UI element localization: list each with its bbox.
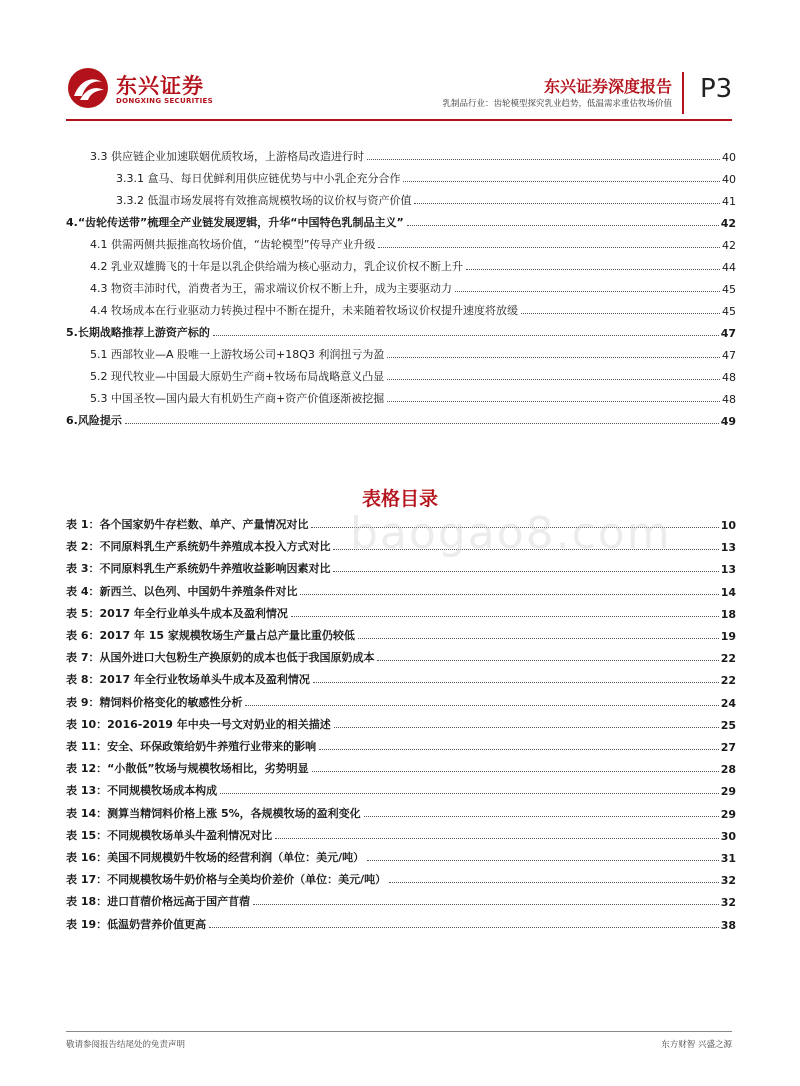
toc-entry-page: 40 (722, 173, 736, 186)
toc-entry-label: 表 8：2017 年全行业牧场单头牛成本及盈利情况 (66, 673, 310, 687)
toc-entry[interactable] (90, 344, 736, 362)
logo-text-cn: 东兴证券 (116, 74, 204, 98)
toc-leader-dots (313, 681, 719, 683)
toc-entry-page: 45 (722, 305, 736, 318)
toc-entry-label: 表 9：精饲料价格变化的敏感性分析 (66, 695, 243, 709)
toc-entry-page: 14 (720, 585, 736, 599)
toc-entry[interactable] (90, 146, 736, 164)
toc-leader-dots (312, 770, 719, 772)
toc-leader-dots (125, 422, 719, 424)
toc-entry-label: 表 6：2017 年 15 家规模牧场生产量占总产量比重仍较低 (66, 629, 355, 642)
toc-entry-label: 表 12：“小散低”牧场与规模牧场相比，劣势明显 (66, 762, 309, 776)
toc-entry-page: 47 (720, 327, 736, 340)
toc-entry-page: 42 (720, 217, 736, 230)
toc-entry[interactable] (66, 692, 736, 710)
watermark: baogao8.com (350, 508, 672, 559)
toc-entry-page: 31 (720, 852, 736, 865)
toc-entry-label: 表 2：不同原料乳生产系统奶牛养殖成本投入方式对比 (66, 540, 331, 554)
toc-entry[interactable] (90, 278, 736, 296)
toc-entry-page: 10 (720, 519, 736, 532)
toc-entry[interactable] (66, 825, 736, 843)
toc-entry-label: 4.4 牧场成本在行业驱动力转换过程中不断在提升，未来随着牧场议价权提升速度将放缓 (90, 304, 518, 317)
toc-entry-page: 49 (720, 415, 736, 428)
toc-entry-label: 5.3 中国圣牧—国内最大有机奶生产商+资产价值逐渐被挖掘 (90, 392, 385, 405)
toc-leader-dots (403, 180, 720, 182)
toc-entry-label: 表 17：不同规模牧场牛奶价格与全美均价差价（单位：美元/吨） (66, 873, 387, 887)
toc-leader-dots (407, 224, 719, 226)
toc-entry-page: 48 (722, 371, 736, 384)
toc-entry[interactable] (66, 212, 736, 230)
toc-entry-page: 22 (720, 674, 736, 688)
toc-entry-page: 42 (722, 239, 736, 252)
toc-leader-dots (367, 158, 720, 160)
toc-entry[interactable] (66, 581, 736, 599)
toc-entry-label: 表 7：从国外进口大包粉生产换原奶的成本也低于我国原奶成本 (66, 651, 375, 665)
toc-entry[interactable] (90, 388, 736, 406)
toc-entry[interactable] (66, 410, 736, 428)
toc-entry[interactable] (66, 714, 736, 732)
toc-entry-label: 5.2 现代牧业—中国最大原奶生产商+牧场布局战略意义凸显 (90, 370, 385, 383)
toc-leader-dots (387, 400, 720, 402)
toc-leader-dots (333, 570, 718, 572)
toc-entry-label: 3.3 供应链企业加速联姻优质牧场，上游格局改造进行时 (90, 150, 364, 163)
toc-entry[interactable] (116, 168, 736, 186)
logo-mark-icon (66, 66, 110, 110)
toc-entry-page: 48 (722, 393, 736, 406)
toc-entry-page: 29 (720, 807, 736, 821)
toc-entry-page: 25 (720, 718, 736, 732)
report-type: 东兴证券深度报告 (543, 77, 672, 96)
header-rule (66, 119, 732, 121)
logo-text-en: DONGXING SECURITIES (116, 97, 213, 105)
toc-entry[interactable] (66, 647, 736, 665)
toc-entry-page: 32 (720, 896, 736, 910)
toc-leader-dots (364, 815, 719, 817)
toc-leader-dots (414, 202, 720, 204)
toc-entry[interactable] (66, 869, 736, 887)
toc-leader-dots (209, 926, 719, 928)
toc-entry-page: 40 (722, 151, 736, 164)
toc-leader-dots (220, 792, 719, 794)
toc-entry-page: 41 (722, 195, 736, 208)
toc-entry-label: 表 4：新西兰、以色列、中国奶牛养殖条件对比 (66, 584, 298, 598)
toc-leader-dots (389, 881, 719, 883)
toc-entry-page: 28 (720, 763, 736, 777)
toc-entry[interactable] (90, 256, 736, 274)
toc-entry[interactable] (66, 803, 736, 821)
toc-leader-dots (245, 704, 718, 706)
toc-leader-dots (253, 903, 719, 905)
toc-leader-dots (387, 378, 720, 380)
page-header (0, 0, 800, 130)
toc-entry-page: 18 (720, 607, 736, 621)
toc-leader-dots (378, 246, 720, 248)
toc-entry[interactable] (90, 300, 736, 318)
toc-leader-dots (367, 859, 719, 861)
toc-entry-label: 3.3.2 低温市场发展将有效推高规模牧场的议价权与资产价值 (116, 194, 412, 207)
toc-entry-label: 表 15：不同规模牧场单头牛盈利情况对比 (66, 828, 273, 842)
toc-entry-label: 表 19：低温奶营养价值更高 (66, 917, 207, 931)
toc-leader-dots (275, 837, 719, 839)
toc-leader-dots (334, 726, 719, 728)
toc-entry-page: 19 (720, 630, 736, 643)
toc-entry-label: 5.长期战略推荐上游资产标的 (66, 326, 210, 339)
toc-entry[interactable] (66, 669, 736, 687)
footer-rule (66, 1031, 732, 1032)
page-number: P3 (700, 74, 733, 104)
toc-entry-label: 4.“齿轮传送带”梳理全产业链发展逻辑，升华“中国特色乳制品主义” (66, 216, 404, 229)
toc-leader-dots (291, 615, 719, 617)
toc-entry-page: 22 (720, 652, 736, 666)
toc-leader-dots (300, 593, 718, 595)
toc-entry-label: 表 1：各个国家奶牛存栏数、单产、产量情况对比 (66, 518, 309, 531)
toc-leader-dots (466, 268, 720, 270)
toc-entry[interactable] (90, 234, 736, 252)
toc-entry-label: 4.1 供需两侧共振推高牧场价值，“齿轮模型”传导产业升级 (90, 238, 376, 251)
toc-leader-dots (319, 748, 719, 750)
toc-entry-label: 表 11：安全、环保政策给奶牛养殖行业带来的影响 (66, 740, 317, 753)
toc-leader-dots (377, 659, 718, 661)
toc-entry-page: 13 (720, 541, 736, 555)
toc-entry[interactable] (66, 625, 736, 643)
toc-entry-label: 表 10：2016-2019 年中央一号文对奶业的相关描述 (66, 717, 331, 731)
footer-slogan: 东方财智 兴盛之源 (661, 1040, 732, 1050)
toc-entry[interactable] (116, 190, 736, 208)
company-logo (66, 66, 226, 112)
toc-entry-label: 6.风险提示 (66, 414, 122, 427)
tables-section-title: 表格目录 (361, 488, 438, 510)
toc-entry-label: 表 5：2017 年全行业单头牛成本及盈利情况 (66, 606, 288, 620)
toc-entry-page: 45 (722, 283, 736, 296)
toc-entry-page: 13 (720, 563, 736, 577)
toc-entry-label: 表 18：进口苜蓿价格远高于国产苜蓿 (66, 895, 251, 909)
toc-entry-label: 表 14：测算当精饲料价格上涨 5%，各规模牧场的盈利变化 (66, 806, 361, 820)
footer-disclaimer: 敬请参阅报告结尾处的免责声明 (66, 1040, 186, 1050)
toc-leader-dots (521, 312, 720, 314)
toc-entry[interactable] (90, 366, 736, 384)
toc-entry[interactable] (66, 603, 736, 621)
toc-entry-label: 表 16：美国不同规模奶牛牧场的经营利润（单位：美元/吨） (66, 851, 365, 864)
toc-entry-page: 44 (722, 261, 736, 274)
toc-entry-page: 30 (720, 829, 736, 843)
toc-entry[interactable] (66, 914, 736, 932)
toc-entry[interactable] (66, 758, 736, 776)
toc-entry[interactable] (66, 322, 736, 340)
toc-entry-label: 4.3 物资丰沛时代，消费者为王，需求端议价权不断上升，成为主要驱动力 (90, 282, 452, 295)
toc-entry[interactable] (66, 736, 736, 754)
toc-entry-label: 表 3：不同原料乳生产系统奶牛养殖收益影响因素对比 (66, 562, 331, 576)
toc-entry[interactable] (66, 847, 736, 865)
toc-entry-page: 47 (722, 349, 736, 362)
toc-entry-page: 29 (720, 785, 736, 799)
toc-entry-label: 3.3.1 盒马、每日优鲜利用供应链优势与中小乳企充分合作 (116, 172, 401, 185)
toc-entry-label: 4.2 乳业双雄腾飞的十年是以乳企供给端为核心驱动力，乳企议价权不断上升 (90, 260, 463, 273)
toc-leader-dots (358, 637, 719, 639)
toc-entry[interactable] (66, 891, 736, 909)
toc-entry[interactable] (66, 780, 736, 798)
toc-leader-dots (213, 334, 719, 336)
toc-entry-label: 表 13：不同规模牧场成本构成 (66, 784, 218, 798)
report-subtitle: 乳制品行业：齿轮模型探究乳业趋势，低温需求重估牧场价值 (442, 99, 672, 109)
toc-entry-page: 27 (720, 741, 736, 754)
toc-entry[interactable] (66, 558, 736, 576)
toc-entry-page: 38 (720, 918, 736, 932)
toc-entry-page: 24 (720, 696, 736, 710)
toc-entry-label: 5.1 西部牧业—A 股唯一上游牧场公司+18Q3 利润扭亏为盈 (90, 348, 385, 361)
header-divider (682, 72, 684, 114)
toc-entry-page: 32 (720, 874, 736, 888)
toc-leader-dots (455, 290, 720, 292)
toc-leader-dots (387, 356, 720, 358)
